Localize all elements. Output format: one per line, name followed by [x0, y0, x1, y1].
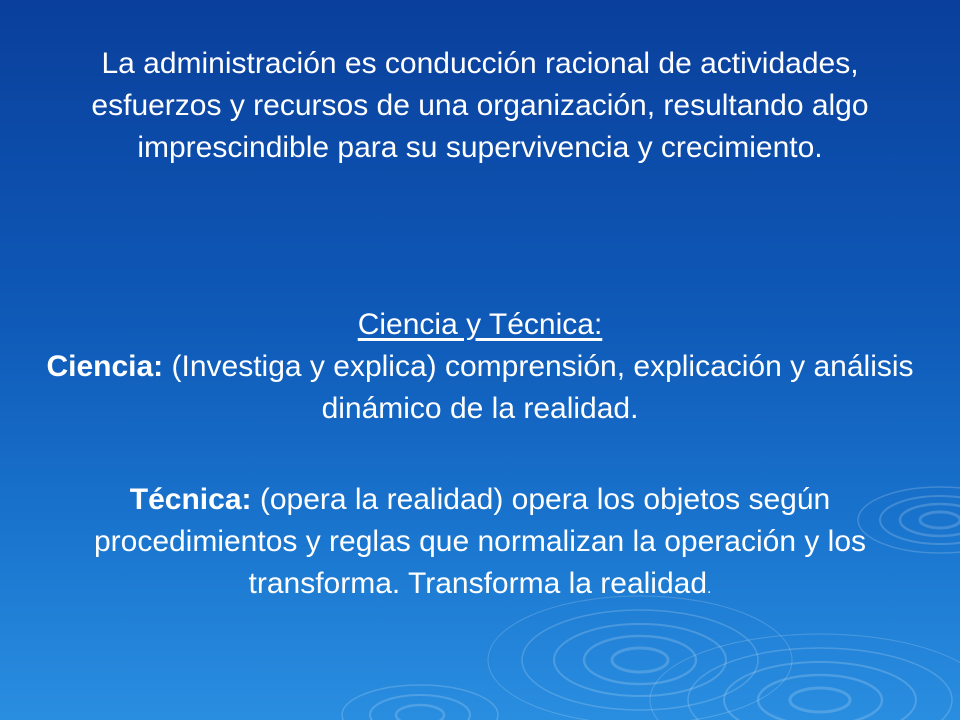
ciencia-term: Ciencia:: [46, 350, 164, 383]
tecnica-end-mark: .: [707, 580, 712, 597]
intro-paragraph: La administración es conducción racional de actividades, esfuerzos y recursos de una organización, resultando algo imprescindible para su supervivencia y crecimiento.: [91, 47, 869, 164]
tecnica-text: (opera la realidad) opera los objetos según procedimientos y reglas que normalizan la operación y los transforma. Transforma la realidad: [93, 483, 867, 600]
tecnica-term: Técnica:: [129, 483, 252, 516]
section-heading: Ciencia y Técnica:: [357, 308, 603, 341]
ciencia-text: (Investiga y explica) comprensión, explicación y análisis dinámico de la realidad.: [163, 350, 914, 425]
tecnica-paragraph: [40, 479, 920, 610]
ciencia-paragraph: [40, 346, 920, 430]
